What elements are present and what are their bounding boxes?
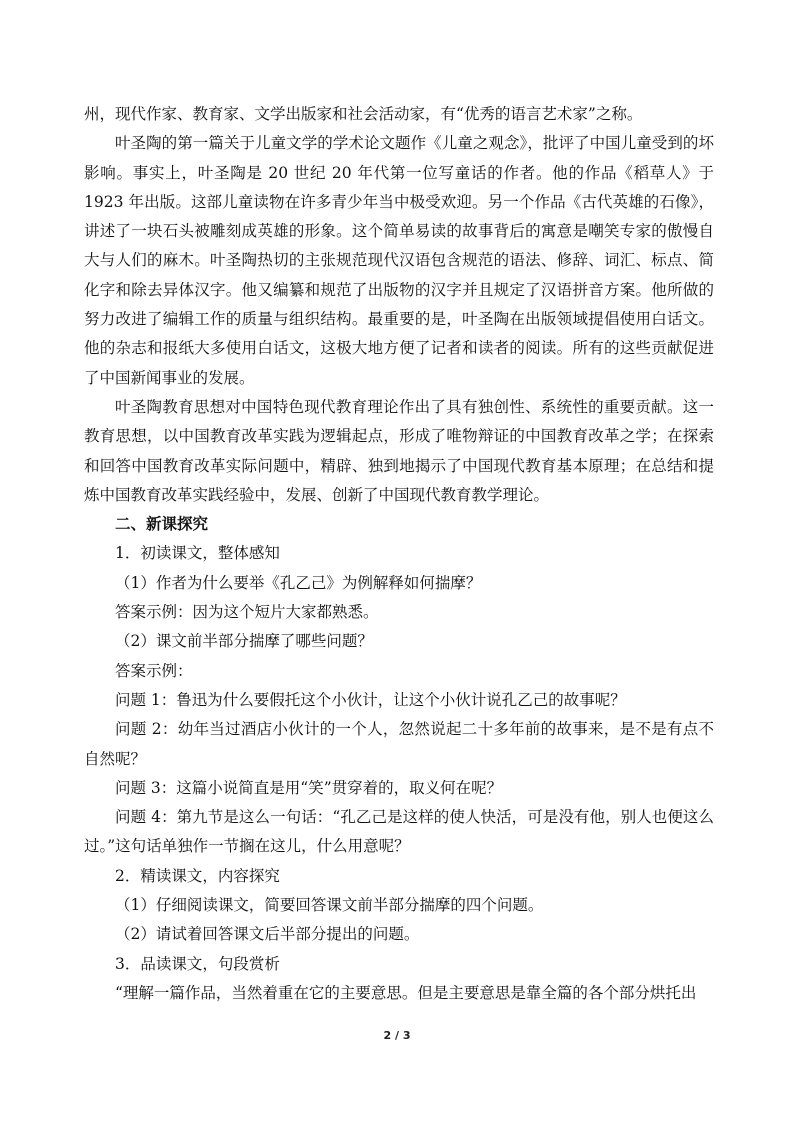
task-2: （2）请试着回答课文后半部分提出的问题。 <box>115 925 420 944</box>
question-2: （2）课文前半部分揣摩了哪些问题？ <box>115 632 373 651</box>
subheading-appreciation: 3．品读课文，句段赏析 <box>115 954 280 973</box>
subheading-first-reading: 1．初读课文，整体感知 <box>115 544 280 563</box>
quote-paragraph: “理解一篇作品，当然着重在它的主要意思。但是主要意思是靠全篇的各个部分烘托出 <box>115 983 697 1002</box>
problem-1: 问题 1：鲁迅为什么要假托这个小伙计，让这个小伙计说孔乙己的故事呢？ <box>115 690 626 709</box>
problem-4: 问题 4：第九节是这么一句话：“孔乙己是这样的使人快活，可是没有他，别人也便这么过。”这句话单独作一节搁在这儿，什么用意呢？ <box>84 808 714 856</box>
task-1: （1）仔细阅读课文，简要回答课文前半部分揣摩的四个问题。 <box>115 896 544 915</box>
paragraph-continuation: 州，现代作家、教育家、文学出版家和社会活动家，有“优秀的语言艺术家”之称。 <box>84 105 643 123</box>
question-1: （1）作者为什么要举《孔乙己》为例解释如何揣摩？ <box>115 573 482 592</box>
subheading-close-reading: 2．精读课文，内容探究 <box>115 866 280 885</box>
answer-1: 答案示例：因为这个短片大家都熟悉。 <box>115 603 379 622</box>
answer-2-intro: 答案示例： <box>115 661 193 680</box>
paragraph-ye-shengtao-children-literature: 叶圣陶的第一篇关于儿童文学的学术论文题作《儿童之观念》，批评了中国儿童受到的坏影响。事实上，叶圣陶是 20 世纪 20 年代第一位写童话的作者。他的作品《稻草人》于 1923 年出版。这部儿童读物在许多青少年当中极受欢迎。另一个作品《古代英雄的石像》，讲述了一块石头被雕刻成英雄的形象。这个简单易读的故事背后的寓意是嘲笑专家的傲慢自大与人们的麻木。叶圣陶热切的主张规范现代汉语包含规范的语法、修辞、词汇、标点、简化字和除去异体汉字。他又编纂和规范了出版物的汉字并且规定了汉语拼音方案。他所做的努力改进了编辑工作的质量与组织结构。最重要的是，叶圣陶在出版领域提倡使用白话文。他的杂志和报纸大多使用白话文，这极大地方便了记者和读者的阅读。所有的这些贡献促进了中国新闻事业的发展。 <box>84 134 714 387</box>
problem-2: 问题 2：幼年当过酒店小伙计的一个人，忽然说起二十多年前的故事来，是不是有点不自然呢？ <box>84 720 714 768</box>
paragraph-ye-shengtao-education: 叶圣陶教育思想对中国特色现代教育理论作出了具有独创性、系统性的重要贡献。这一教育思想，以中国教育改革实践为逻辑起点，形成了唯物辩证的中国教育改革之学；在探索和回答中国教育改革实际问题中，精辟、独到地揭示了中国现代教育基本原理；在总结和提炼中国教育改革实践经验中，发展、创新了中国现代教育教学理论。 <box>84 397 714 504</box>
problem-3: 问题 3：这篇小说简直是用“笑”贯穿着的，取义何在呢？ <box>115 778 503 797</box>
section-heading-new-lesson: 二、新课探究 <box>115 515 209 534</box>
document-body <box>84 100 714 1008</box>
page-number: 2 / 3 <box>383 1029 411 1042</box>
